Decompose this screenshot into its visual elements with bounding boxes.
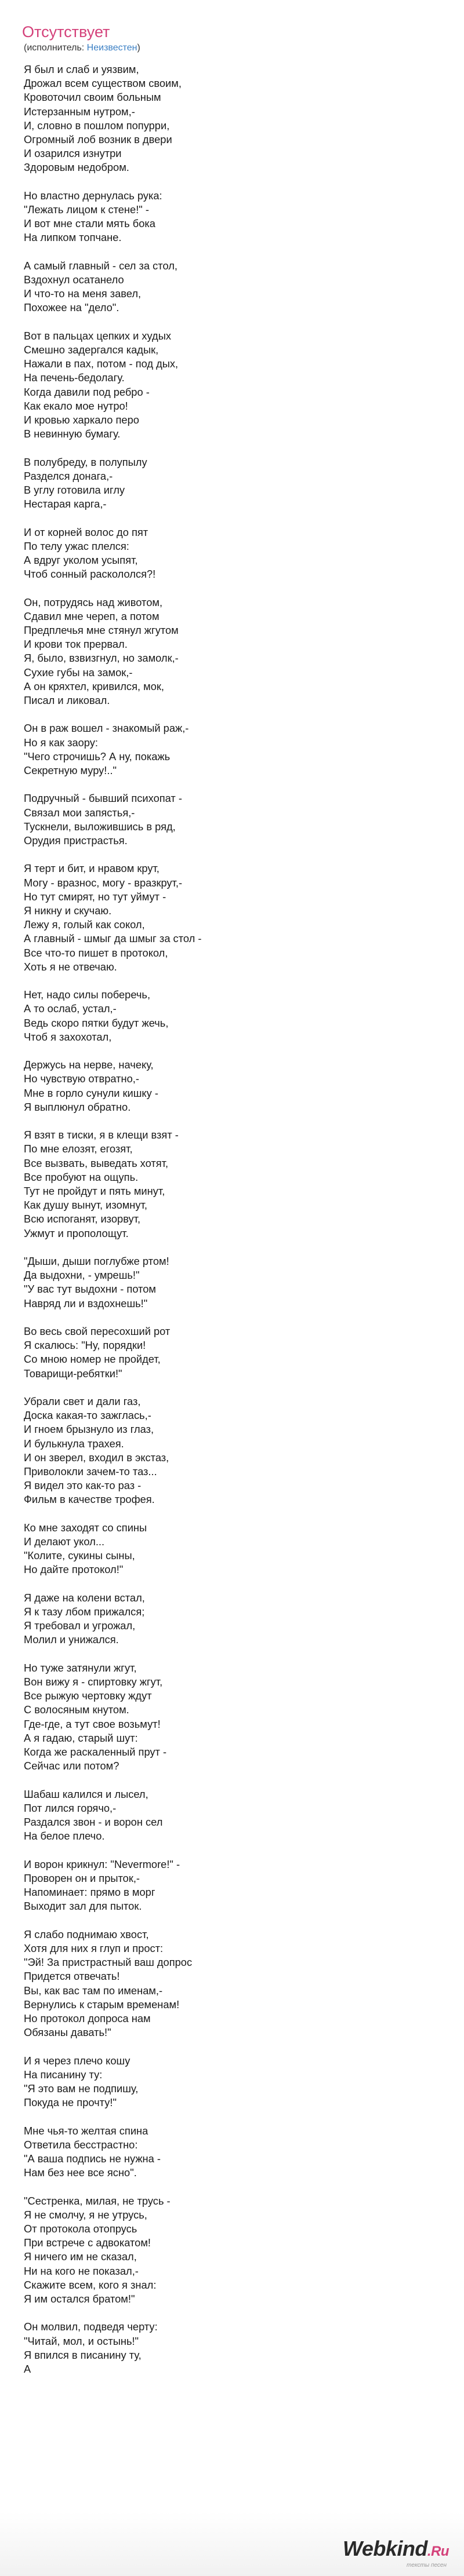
lyric-line: Проворен он и прыток,- bbox=[24, 1871, 140, 1884]
lyric-line: Вон вижу я - спиртовку жгут, bbox=[24, 1676, 163, 1688]
lyric-line: Ужмут и прополощут. bbox=[24, 1227, 129, 1239]
lyric-line: Я к тазу лбом прижался; bbox=[24, 1606, 145, 1618]
lyric-line: И булькнула трахея. bbox=[24, 1437, 124, 1450]
lyric-line: А главный - шмыг да шмыг за стол - bbox=[24, 932, 202, 945]
lyric-line: На писанину ту: bbox=[24, 2068, 103, 2081]
stanza bbox=[24, 526, 441, 582]
stanza bbox=[24, 1058, 441, 1114]
lyric-line: Покуда не прочту!" bbox=[24, 2096, 117, 2109]
lyric-line: Я им остался братом!" bbox=[24, 2292, 135, 2305]
lyric-line: Я, было, взвизгнул, но замолк,- bbox=[24, 652, 179, 665]
lyric-line: Смешно задергался кадык, bbox=[24, 344, 159, 356]
lyric-line: Истерзанным нутром,- bbox=[24, 105, 135, 118]
stanza bbox=[24, 1928, 441, 2040]
lyric-line: Сейчас или потом? bbox=[24, 1760, 119, 1772]
lyric-line: Чтоб сонный раскололся?! bbox=[24, 568, 156, 581]
lyric-line: Все пробуют на ощупь. bbox=[24, 1170, 139, 1183]
lyric-line: Выходит зал для пыток. bbox=[24, 1900, 142, 1913]
stanza bbox=[24, 988, 441, 1044]
lyric-line: Фильм в качестве трофея. bbox=[24, 1493, 155, 1506]
lyric-line: Приволокли зачем-то таз... bbox=[24, 1465, 157, 1478]
lyric-line: Чтоб я захохотал, bbox=[24, 1030, 112, 1043]
lyric-line: Похожее на "дело". bbox=[24, 301, 119, 314]
logo-suffix: .Ru bbox=[427, 2544, 449, 2559]
stanza bbox=[24, 791, 441, 848]
lyric-line: Я не смолчу, я не утрусь, bbox=[24, 2208, 147, 2221]
lyric-line: Где-где, а тут свое возьмут! bbox=[24, 1717, 161, 1730]
lyric-line: По мне елозят, егозят, bbox=[24, 1143, 133, 1155]
lyric-line: "А ваша подпись не нужна - bbox=[24, 2152, 161, 2165]
lyric-line: Но властно дернулась рука: bbox=[24, 189, 162, 202]
stanza bbox=[24, 721, 441, 778]
lyric-line: Он в раж вошел - знакомый раж,- bbox=[24, 722, 189, 735]
lyric-line: Но тут смирят, но тут уймут - bbox=[24, 890, 166, 903]
lyric-line: "Эй! За пристрастный ваш допрос bbox=[24, 1956, 193, 1969]
lyric-line: Убрали свет и дали газ, bbox=[24, 1395, 141, 1408]
lyric-line: Я взят в тиски, я в клещи взят - bbox=[24, 1129, 179, 1141]
lyric-line: А вдруг уколом усыпят, bbox=[24, 554, 138, 567]
lyric-line: Секретную муру!.." bbox=[24, 764, 117, 777]
lyric-line: "Колите, сукины сыны, bbox=[24, 1549, 135, 1562]
lyric-line: Разделся донага,- bbox=[24, 469, 113, 482]
lyric-line: Я впился в писанину ту, bbox=[24, 2348, 142, 2361]
lyric-line: Но туже затянули жгут, bbox=[24, 1661, 137, 1674]
stanza bbox=[24, 862, 441, 974]
stanza bbox=[24, 1661, 441, 1774]
lyric-line: Да выдохни, - умрешь!" bbox=[24, 1269, 140, 1282]
lyric-line: "Читай, мол, и остынь!" bbox=[24, 2334, 139, 2347]
lyric-line: Товарищи-ребятки!" bbox=[24, 1367, 122, 1380]
performer-suffix: ) bbox=[137, 43, 140, 53]
lyric-line: Нажали в пах, потом - под дых, bbox=[24, 357, 179, 370]
site-logo[interactable] bbox=[343, 2537, 449, 2561]
lyric-line: Но протокол допроса нам bbox=[24, 2012, 151, 2024]
lyric-line: Обязаны давать!" bbox=[24, 2026, 111, 2039]
performer-link[interactable]: Неизвестен bbox=[86, 43, 137, 53]
lyric-line: В невинную бумагу. bbox=[24, 428, 121, 440]
stanza bbox=[24, 2194, 441, 2307]
lyric-line: Как екало мое нутро! bbox=[24, 399, 128, 412]
lyric-line: Он молвил, подведя черту: bbox=[24, 2320, 158, 2333]
lyric-line: Мне в горло сунули кишку - bbox=[24, 1086, 158, 1099]
lyric-line: Ведь скоро пятки будут жечь, bbox=[24, 1016, 169, 1029]
lyric-line: Сдавил мне череп, а потом bbox=[24, 610, 160, 622]
stanza bbox=[24, 2320, 441, 2376]
lyric-line: А то ослаб, устал,- bbox=[24, 1002, 117, 1015]
lyric-line: Ни на кого не показал,- bbox=[24, 2264, 139, 2277]
lyric-line: И от корней волос до пят bbox=[24, 526, 148, 538]
lyric-line: Шабаш калился и лысел, bbox=[24, 1787, 148, 1800]
lyric-line: Все что-то пишет в протокол, bbox=[24, 946, 168, 959]
lyric-line: Тускнели, выложившись в ряд, bbox=[24, 820, 176, 833]
lyric-line: Вот в пальцах цепких и худых bbox=[24, 329, 171, 342]
lyric-line: Я терт и бит, и нравом крут, bbox=[24, 862, 160, 875]
stanza bbox=[24, 1521, 441, 1577]
lyric-line: И я через плечо кошу bbox=[24, 2054, 130, 2067]
lyric-line: А bbox=[24, 2362, 31, 2375]
lyric-line: И озарился изнутри bbox=[24, 147, 122, 160]
logo-tagline: тексты песен bbox=[407, 2562, 447, 2568]
stanza bbox=[24, 596, 441, 708]
lyric-line: В углу готовила иглу bbox=[24, 484, 125, 497]
stanza bbox=[24, 63, 441, 175]
lyric-line: Ко мне заходят со спины bbox=[24, 1521, 147, 1534]
lyric-line: Я даже на колени встал, bbox=[24, 1591, 145, 1604]
lyric-line: Тут не пройдут и пять минут, bbox=[24, 1185, 165, 1198]
lyric-line: Писал и ликовал. bbox=[24, 694, 110, 707]
lyric-line: А я гадаю, старый шут: bbox=[24, 1731, 138, 1744]
lyric-line: Сухие губы на замок,- bbox=[24, 666, 133, 678]
performer-prefix: (исполнитель: bbox=[24, 43, 87, 53]
lyric-line: Хотя для них я глуп и прост: bbox=[24, 1942, 164, 1954]
lyric-line: Орудия пристрастья. bbox=[24, 834, 128, 847]
lyric-line: И вот мне стали мять бока bbox=[24, 217, 155, 230]
lyric-line: Мне чья-то желтая спина bbox=[24, 2124, 148, 2137]
lyric-line: Подручный - бывший психопат - bbox=[24, 792, 182, 805]
lyric-line: Кровоточил своим больным bbox=[24, 91, 161, 104]
lyric-line: И он зверел, входил в экстаз, bbox=[24, 1451, 169, 1464]
lyric-line: Лежу я, голый как сокол, bbox=[24, 918, 145, 931]
lyric-line: Вздохнул осатанело bbox=[24, 273, 124, 286]
stanza bbox=[24, 1591, 441, 1647]
stanza bbox=[24, 1395, 441, 1507]
lyric-line: Могу - вразнос, могу - вразкрут,- bbox=[24, 876, 183, 889]
lyric-line: Доска какая-то зажглась,- bbox=[24, 1409, 151, 1422]
stanza bbox=[24, 2054, 441, 2110]
lyric-line: Но дайте протокол!" bbox=[24, 1563, 124, 1576]
stanza bbox=[24, 1128, 441, 1240]
stanza bbox=[24, 1787, 441, 1844]
stanza bbox=[24, 1325, 441, 1381]
lyric-line: На липком топчане. bbox=[24, 231, 122, 244]
lyric-line: Я был и слаб и уязвим, bbox=[24, 63, 139, 75]
stanza bbox=[24, 1254, 441, 1311]
lyric-line: Предплечья мне стянул жгутом bbox=[24, 624, 179, 637]
lyric-line: Дрожал всем существом своим, bbox=[24, 77, 182, 90]
lyric-line: "Я это вам не подпишу, bbox=[24, 2082, 139, 2095]
lyric-line: Я выплюнул обратно. bbox=[24, 1100, 131, 1113]
lyric-line: "Лежать лицом к стене!" - bbox=[24, 203, 149, 216]
stanza bbox=[24, 2124, 441, 2180]
lyric-line: Он, потрудясь над животом, bbox=[24, 596, 163, 608]
lyric-line: Я скалюсь: "Ну, порядки! bbox=[24, 1339, 146, 1352]
performer-line bbox=[24, 43, 140, 53]
lyric-line: Но я как заору: bbox=[24, 736, 98, 749]
stanza bbox=[24, 259, 441, 315]
logo-main: Webkind bbox=[342, 2537, 427, 2560]
lyric-line: Придется отвечать! bbox=[24, 1970, 120, 1983]
lyric-line: В полубреду, в полупылу bbox=[24, 455, 147, 468]
lyric-line: А самый главный - сел за стол, bbox=[24, 259, 177, 272]
lyric-line: Молил и унижался. bbox=[24, 1633, 119, 1646]
lyric-line: И крови ток прервал. bbox=[24, 638, 128, 651]
lyric-line: Вернулись к старым временам! bbox=[24, 1998, 180, 2011]
lyric-line: По телу ужас плелся: bbox=[24, 539, 129, 552]
lyric-line: Ответила бесстрастно: bbox=[24, 2138, 138, 2151]
lyric-line: Во весь свой пересохший рот bbox=[24, 1325, 171, 1338]
lyric-line: "Дыши, дыши поглубже ртом! bbox=[24, 1255, 169, 1268]
lyric-line: Нестарая карга,- bbox=[24, 498, 107, 510]
stanza bbox=[24, 329, 441, 442]
lyric-line: Нам без нее все ясно". bbox=[24, 2166, 137, 2179]
lyric-line: Нет, надо силы поберечь, bbox=[24, 988, 151, 1001]
lyric-line: Я слабо поднимаю хвост, bbox=[24, 1928, 149, 1940]
lyric-line: И что-то на меня завел, bbox=[24, 287, 142, 300]
lyric-line: "У вас тут выдохни - потом bbox=[24, 1283, 156, 1296]
lyric-line: Когда же раскаленный прут - bbox=[24, 1746, 167, 1758]
lyric-line: Я никну и скучаю. bbox=[24, 904, 112, 917]
lyric-line: С волосяным кнутом. bbox=[24, 1703, 129, 1716]
lyric-line: Навряд ли и вздохнешь!" bbox=[24, 1297, 148, 1309]
lyric-line: Всю испоганят, изорвут, bbox=[24, 1213, 141, 1225]
stanza bbox=[24, 1858, 441, 1914]
lyric-line: Здоровым недобром. bbox=[24, 161, 129, 174]
lyric-line: На белое плечо. bbox=[24, 1830, 105, 1842]
lyric-line: И ворон крикнул: "Nevermore!" - bbox=[24, 1858, 180, 1870]
lyric-line: Держусь на нерве, начеку, bbox=[24, 1059, 154, 1071]
lyric-line: Все вызвать, выведать хотят, bbox=[24, 1156, 169, 1169]
stanza bbox=[24, 455, 441, 512]
lyric-line: Вы, как вас там по именам,- bbox=[24, 1984, 163, 1997]
lyric-line: "Сестренка, милая, не трусь - bbox=[24, 2194, 171, 2207]
lyric-line: И гноем брызнуло из глаз, bbox=[24, 1423, 154, 1436]
lyric-line: "Чего строчишь? А ну, покажь bbox=[24, 750, 171, 762]
lyric-line: Хоть я не отвечаю. bbox=[24, 960, 117, 973]
lyric-line: От протокола отопрусь bbox=[24, 2222, 137, 2235]
song-title: Отсутствует bbox=[22, 23, 110, 41]
lyric-line: И, словно в пошлом попурри, bbox=[24, 119, 170, 132]
lyric-line: Я видел это как-то раз - bbox=[24, 1479, 142, 1492]
lyrics-text bbox=[24, 63, 441, 2390]
lyric-line: Как душу вынут, изомнут, bbox=[24, 1199, 147, 1212]
lyric-line: Напоминает: прямо в морг bbox=[24, 1886, 155, 1899]
lyric-line: При встрече с адвокатом! bbox=[24, 2236, 151, 2249]
lyric-line: На печень-бедолагу. bbox=[24, 371, 125, 384]
lyric-line: Со мною номер не пройдет, bbox=[24, 1353, 161, 1366]
lyric-line: Когда давили под ребро - bbox=[24, 385, 150, 398]
lyric-line: Скажите всем, кого я знал: bbox=[24, 2278, 157, 2291]
lyric-line: Я требовал и угрожал, bbox=[24, 1619, 136, 1632]
lyric-line: Раздался звон - и ворон сел bbox=[24, 1816, 163, 1829]
lyric-line: Пот лился горячо,- bbox=[24, 1801, 117, 1814]
lyric-line: Все рыжую чертовку ждут bbox=[24, 1690, 152, 1702]
lyric-line: А он кряхтел, кривился, мок, bbox=[24, 680, 164, 692]
lyric-line: Я ничего им не сказал, bbox=[24, 2250, 137, 2263]
lyric-line: И делают укол... bbox=[24, 1535, 105, 1548]
lyric-line: И кровью харкало перо bbox=[24, 414, 139, 426]
stanza bbox=[24, 189, 441, 245]
lyric-line: Но чувствую отвратно,- bbox=[24, 1072, 139, 1085]
lyric-line: Связал мои запястья,- bbox=[24, 806, 135, 819]
lyric-line: Огромный лоб возник в двери bbox=[24, 133, 172, 146]
